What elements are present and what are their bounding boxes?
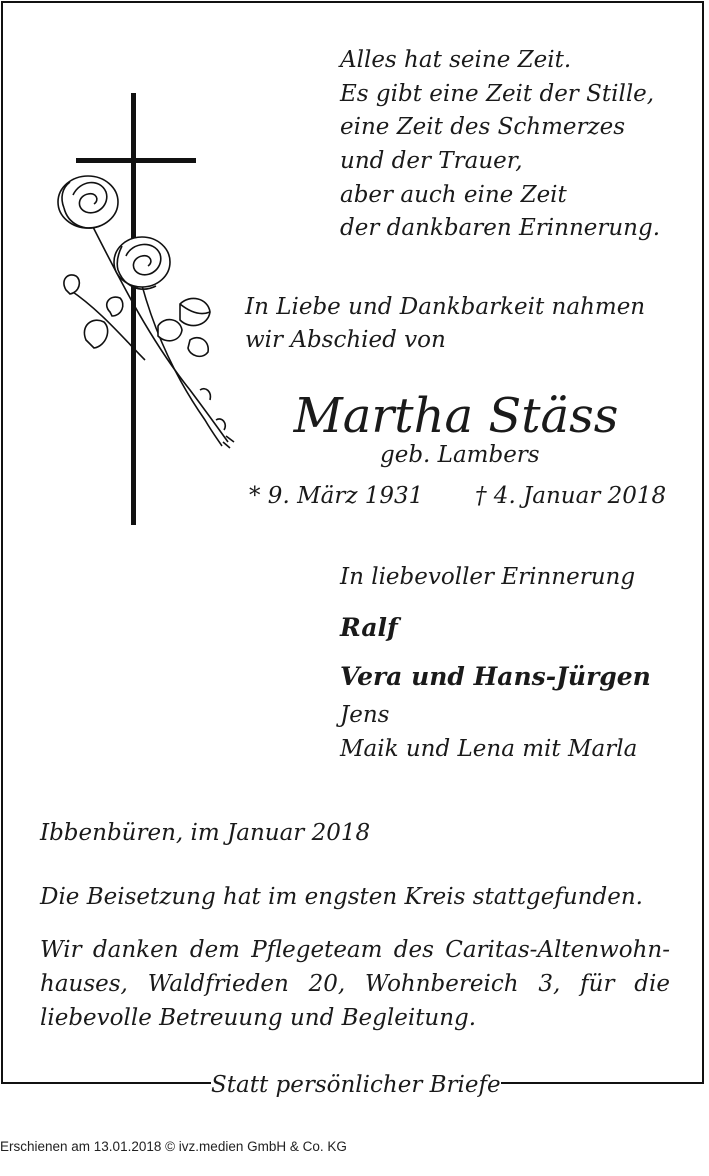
footer-rule-right	[516, 1082, 704, 1084]
intro-line: wir Abschied von	[245, 327, 446, 353]
thanks-note	[40, 933, 670, 1035]
intro-text	[245, 291, 645, 357]
publication-credit: Erschienen am 13.01.2018 © ivz.medien GmbH & Co. KG	[0, 1139, 347, 1154]
intro-line: In Liebe und Dankbarkeit nahmen	[245, 294, 646, 320]
birth-name: geb. Lambers	[380, 442, 540, 468]
poem	[340, 44, 660, 246]
poem-line: Es gibt eine Zeit der Stille,	[340, 80, 655, 107]
cross-rose-illustration	[40, 90, 240, 530]
poem-line: und der Trauer,	[340, 148, 523, 175]
poem-line: Alles hat seine Zeit.	[340, 47, 572, 73]
funeral-note: Die Beisetzung hat im engsten Kreis stattgefunden.	[40, 884, 643, 910]
poem-line: aber auch eine Zeit	[340, 181, 567, 208]
mourner-list	[340, 698, 637, 766]
mourners-heading: In liebevoller Erinnerung	[340, 564, 636, 590]
poem-line: der dankbaren Erinnerung.	[340, 215, 661, 242]
birth-date: * 9. März 1931	[249, 483, 424, 509]
thanks-line: hauses, Waldfrieden 20, Wohnbereich 3, für die	[40, 971, 670, 997]
place-date: Ibbenbüren, im Januar 2018	[40, 820, 371, 846]
footer-text: Statt persönlicher Briefe	[211, 1072, 501, 1098]
thanks-line: Wir danken dem Pflegeteam des Caritas-Altenwohn-	[40, 937, 670, 963]
thanks-line: liebevolle Betreuung und Begleitung.	[40, 1005, 477, 1031]
deceased-name: Martha Stäss	[293, 388, 619, 444]
poem-line: eine Zeit des Schmerzes	[340, 114, 626, 141]
death-date: † 4. Januar 2018	[475, 483, 667, 509]
mourner-name: Maik und Lena mit Marla	[340, 736, 638, 762]
mourner-name: Ralf	[340, 613, 398, 642]
mourner-name: Vera und Hans-Jürgen	[340, 662, 651, 691]
footer-rule-left	[1, 1082, 197, 1084]
mourner-name: Jens	[340, 702, 390, 728]
